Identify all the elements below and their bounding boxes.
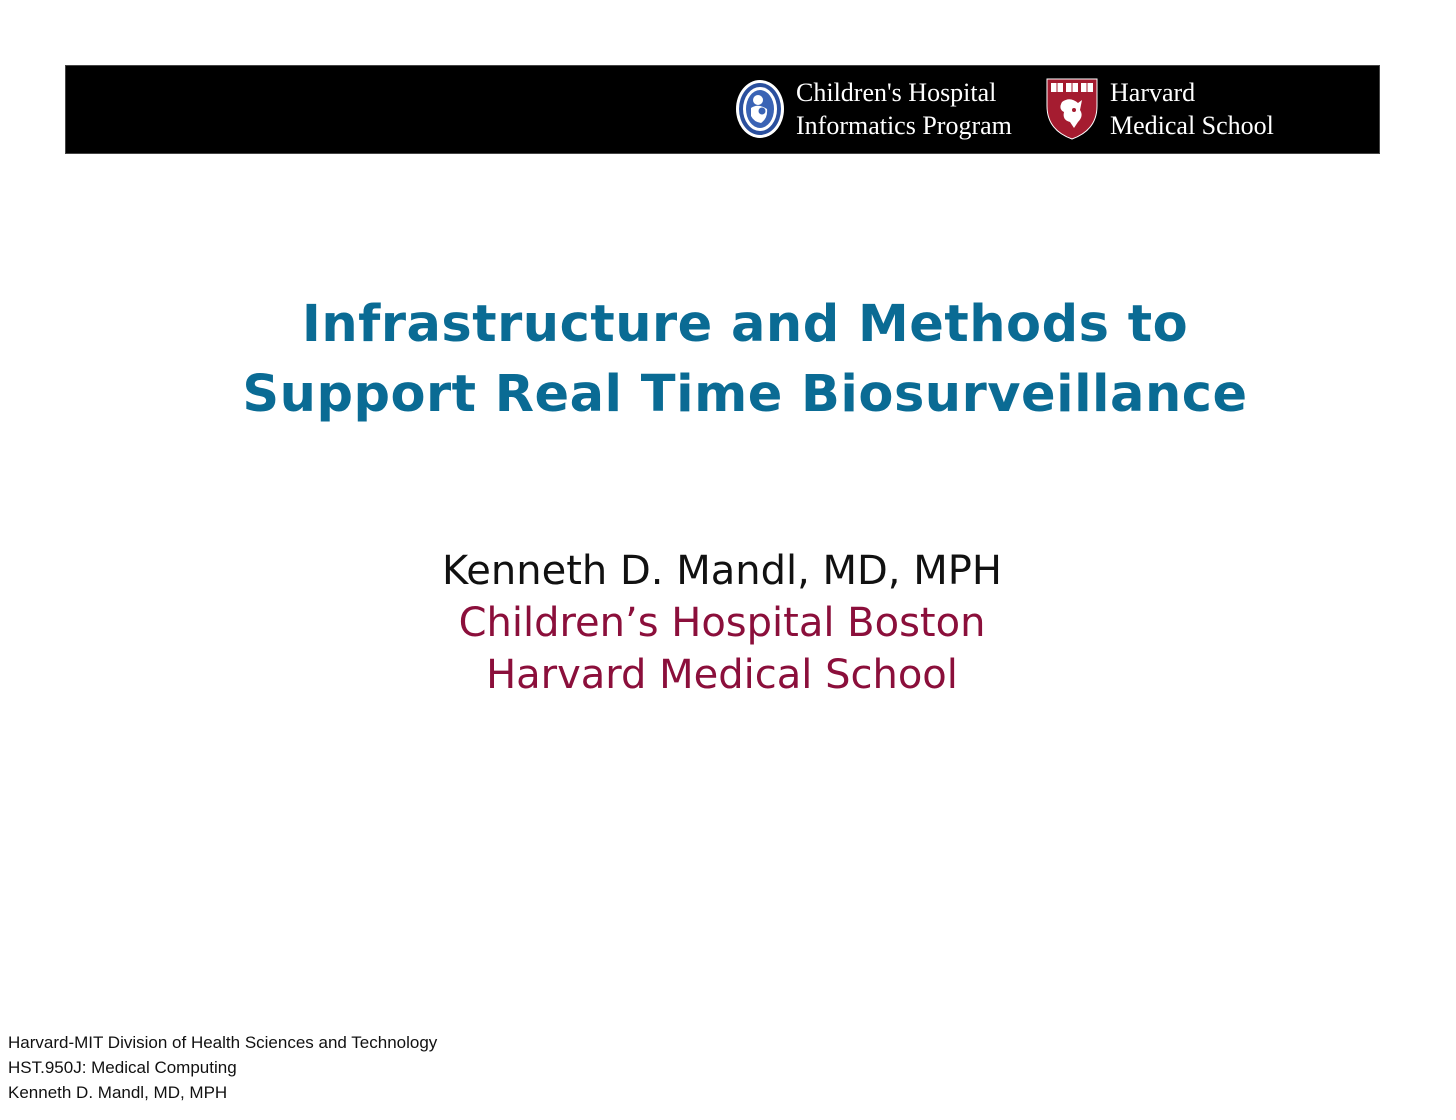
footer-credits [8, 1030, 437, 1105]
title-line-1: Infrastructure and Methods to [301, 295, 1189, 354]
chip-logo-line-1: Children's Hospital [796, 78, 997, 107]
hms-logo-line-1: Harvard [1110, 78, 1196, 107]
footer-line-2: HST.950J: Medical Computing [8, 1058, 237, 1077]
chip-logo [734, 76, 1012, 142]
childrens-hospital-seal-icon [734, 78, 786, 140]
chip-logo-line-2: Informatics Program [796, 111, 1012, 140]
author-block [0, 545, 1444, 701]
footer-line-1: Harvard-MIT Division of Health Sciences and Technology [8, 1033, 438, 1052]
affiliation-school: Harvard Medical School [486, 652, 958, 698]
author-name: Kenneth D. Mandl, MD, MPH [442, 548, 1002, 594]
hms-logo [1044, 76, 1274, 142]
slide-title [0, 290, 1456, 430]
affiliation-hospital: Children’s Hospital Boston [458, 600, 986, 646]
footer-line-3: Kenneth D. Mandl, MD, MPH [8, 1083, 228, 1102]
header-banner [65, 65, 1380, 154]
hms-logo-line-2: Medical School [1110, 111, 1274, 140]
title-line-2: Support Real Time Biosurveillance [242, 365, 1248, 424]
harvard-shield-icon [1044, 76, 1100, 142]
